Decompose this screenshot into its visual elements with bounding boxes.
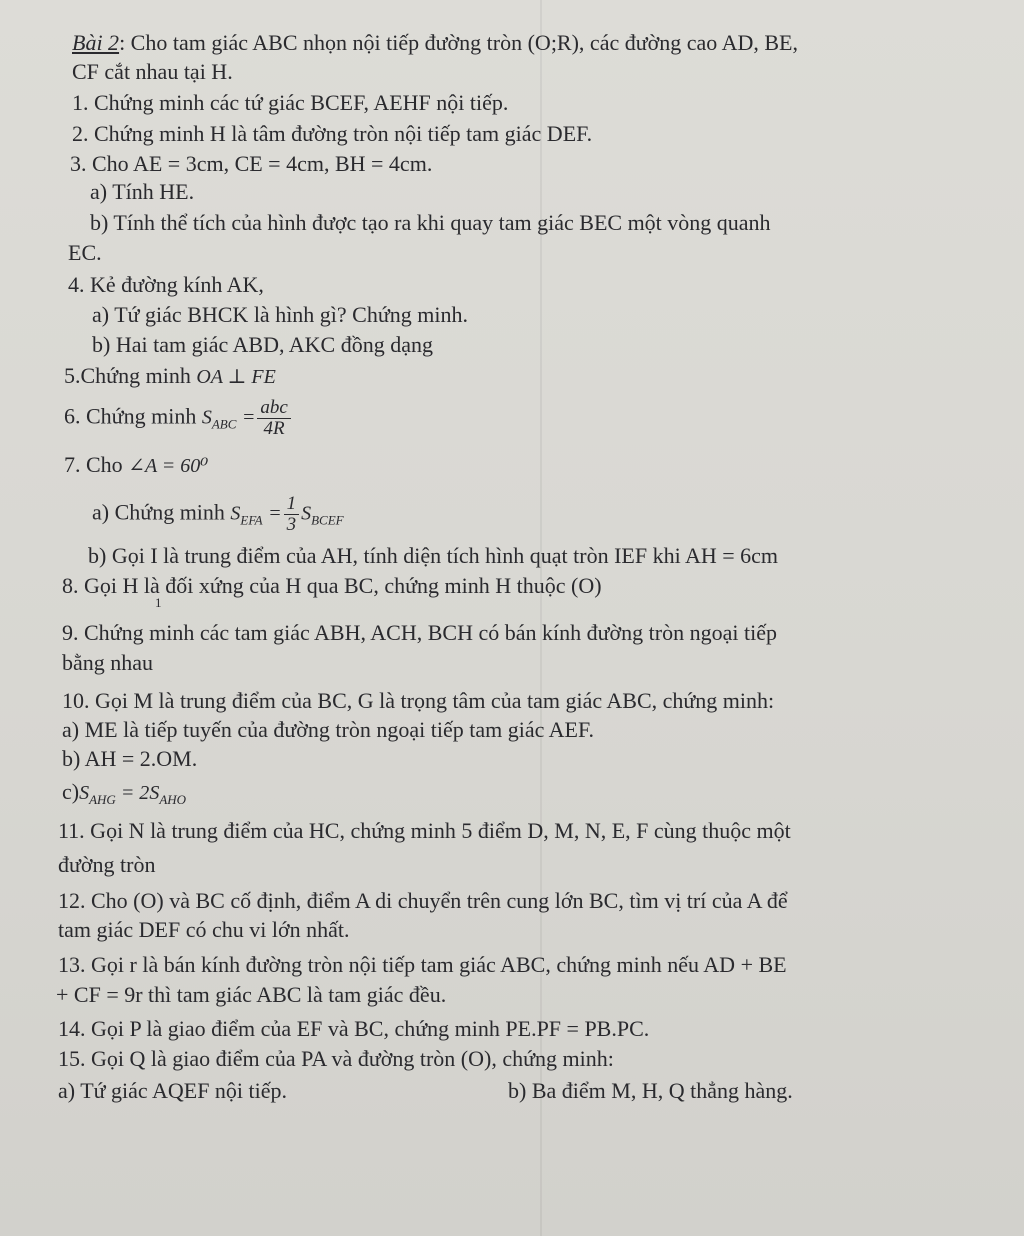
item-10b: b) AH = 2.OM. <box>62 746 198 771</box>
item-4: 4. Kẻ đường kính AK, <box>68 272 264 297</box>
item-3a: a) Tính HE. <box>90 179 195 204</box>
item-15b: b) Ba điểm M, H, Q thẳng hàng. <box>508 1078 793 1103</box>
item-10: 10. Gọi M là trung điểm của BC, G là trọng tâm của tam giác ABC, chứng minh: <box>62 688 775 713</box>
item-12-line-1: 12. Cho (O) và BC cố định, điểm A di chuyển trên cung lớn BC, tìm vị trí của A để <box>58 888 788 913</box>
item-15a: a) Tứ giác AQEF nội tiếp. <box>58 1078 288 1103</box>
problem-intro-line-2: CF cắt nhau tại H. <box>72 59 233 84</box>
item-5-formula: OA ⊥ FE <box>196 366 276 388</box>
item-3b-line-2: EC. <box>68 240 102 265</box>
item-11-line-2: đường tròn <box>58 852 156 877</box>
item-13-line-1: 13. Gọi r là bán kính đường tròn nội tiếp tam giác ABC, chứng minh nếu AD + BE <box>58 952 787 977</box>
item-14: 14. Gọi P là giao điểm của EF và BC, chứng minh PE.PF = PB.PC. <box>58 1016 650 1041</box>
item-4b: b) Hai tam giác ABD, AKC đồng dạng <box>92 332 433 357</box>
item-5: 5.Chứng minh OA ⊥ FE <box>64 363 276 388</box>
item-4a: a) Tứ giác BHCK là hình gì? Chứng minh. <box>92 302 469 327</box>
item-7: 7. Cho ∠A = 60⁰ <box>64 452 209 477</box>
problem-intro-line-1 <box>72 30 798 56</box>
item-10a: a) ME là tiếp tuyến của đường tròn ngoại tiếp tam giác AEF. <box>62 717 594 742</box>
item-13-line-2: + CF = 9r thì tam giác ABC là tam giác đều. <box>56 982 447 1007</box>
item-7b: b) Gọi I là trung điểm của AH, tính diện tích hình quạt tròn IEF khi AH = 6cm <box>88 543 779 568</box>
item-6-fraction: $\frac{\text{abc}}{4R}$ <box>257 398 290 439</box>
item-3b-line-1: b) Tính thể tích của hình được tạo ra khi quay tam giác BEC một vòng quanh <box>90 210 771 235</box>
item-8: 8. Gọi H là đối xứng của H qua BC, chứng minh H thuộc (O) <box>62 573 602 598</box>
item-3: 3. Cho AE = 3cm, CE = 4cm, BH = 4cm. <box>70 151 433 176</box>
item-1: 1. Chứng minh các tứ giác BCEF, AEHF nội tiếp. <box>72 90 509 115</box>
problem-title: Bài 2 <box>72 30 120 55</box>
problem-intro-text: : Cho tam giác ABC nhọn nội tiếp đường tròn (O;R), các đường cao AD, BE, <box>119 30 798 55</box>
item-7a: a) Chứng minh $S_{EFA}$ = $\frac{1}{3}$ $S_{BCEF}$ <box>92 493 344 535</box>
item-7-formula: ∠A = 60⁰ <box>128 455 209 477</box>
item-9-line-2: bằng nhau <box>62 650 154 675</box>
item-7a-fraction: $\frac{1}{3}$ <box>284 494 300 535</box>
item-12-line-2: tam giác DEF có chu vi lớn nhất. <box>58 917 350 942</box>
item-6: 6. Chứng minh $S_{ABC}$ = $\frac{\text{abc}}{4R}$ <box>64 398 293 439</box>
item-8-subscript: 1 <box>155 595 162 610</box>
item-9-line-1: 9. Chứng minh các tam giác ABH, ACH, BCH có bán kính đường tròn ngoại tiếp <box>62 620 777 645</box>
item-2: 2. Chứng minh H là tâm đường tròn nội tiếp tam giác DEF. <box>72 121 593 146</box>
item-10c: $c)S_{AHG} = 2S_{AHO}$ <box>62 779 187 807</box>
item-11-line-1: 11. Gọi N là trung điểm của HC, chứng minh 5 điểm D, M, N, E, F cùng thuộc một <box>58 818 791 843</box>
item-15: 15. Gọi Q là giao điểm của PA và đường tròn (O), chứng minh: <box>58 1046 614 1071</box>
